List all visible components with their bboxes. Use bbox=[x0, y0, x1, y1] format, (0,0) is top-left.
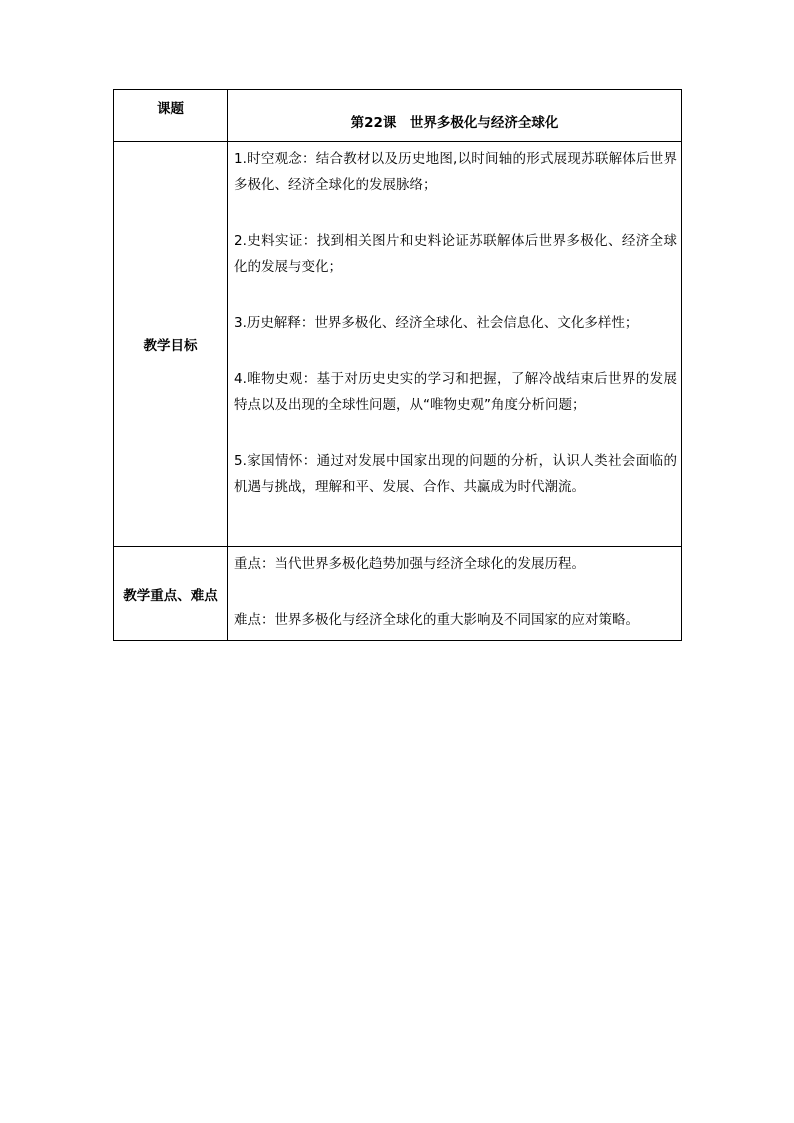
content-cell-key-points bbox=[228, 547, 682, 641]
goal-item-4: 4.唯物史观：基于对历史史实的学习和把握，了解冷战结束后世界的发展特点以及出现的全球性问题，从“唯物史观”角度分析问题； bbox=[234, 371, 677, 413]
goals-label: 教学目标 bbox=[143, 338, 198, 354]
lesson-title: 第22课 世界多极化与经济全球化 bbox=[350, 115, 559, 131]
label-cell-goals bbox=[114, 142, 228, 547]
key-point: 重点：当代世界多极化趋势加强与经济全球化的发展历程。 bbox=[234, 556, 585, 572]
goal-item-2: 2.史料实证：找到相关图片和史料论证苏联解体后世界多极化、经济全球化的发展与变化； bbox=[234, 233, 677, 275]
difficult-point: 难点：世界多极化与经济全球化的重大影响及不同国家的应对策略。 bbox=[234, 612, 639, 628]
table-row-key-points bbox=[114, 547, 682, 641]
content-cell-topic bbox=[228, 90, 682, 142]
table-row-goals bbox=[114, 142, 682, 547]
label-cell-key-points bbox=[114, 547, 228, 641]
content-cell-goals bbox=[228, 142, 682, 547]
key-points-label: 教学重点、难点 bbox=[123, 587, 218, 604]
label-cell-topic bbox=[114, 90, 228, 142]
goal-item-1: 1.时空观念：结合教材以及历史地图,以时间轴的形式展现苏联解体后世界多极化、经济全球化的发展脉络； bbox=[234, 151, 677, 193]
goal-item-5: 5.家国情怀：通过对发展中国家出现的问题的分析，认识人类社会面临的机遇与挑战，理解和平、发展、合作、共赢成为时代潮流。 bbox=[234, 453, 677, 495]
lesson-plan-table bbox=[113, 89, 682, 641]
goal-item-3: 3.历史解释：世界多极化、经济全球化、社会信息化、文化多样性； bbox=[234, 315, 639, 331]
table-row-topic bbox=[114, 90, 682, 142]
topic-label: 课题 bbox=[157, 101, 184, 117]
